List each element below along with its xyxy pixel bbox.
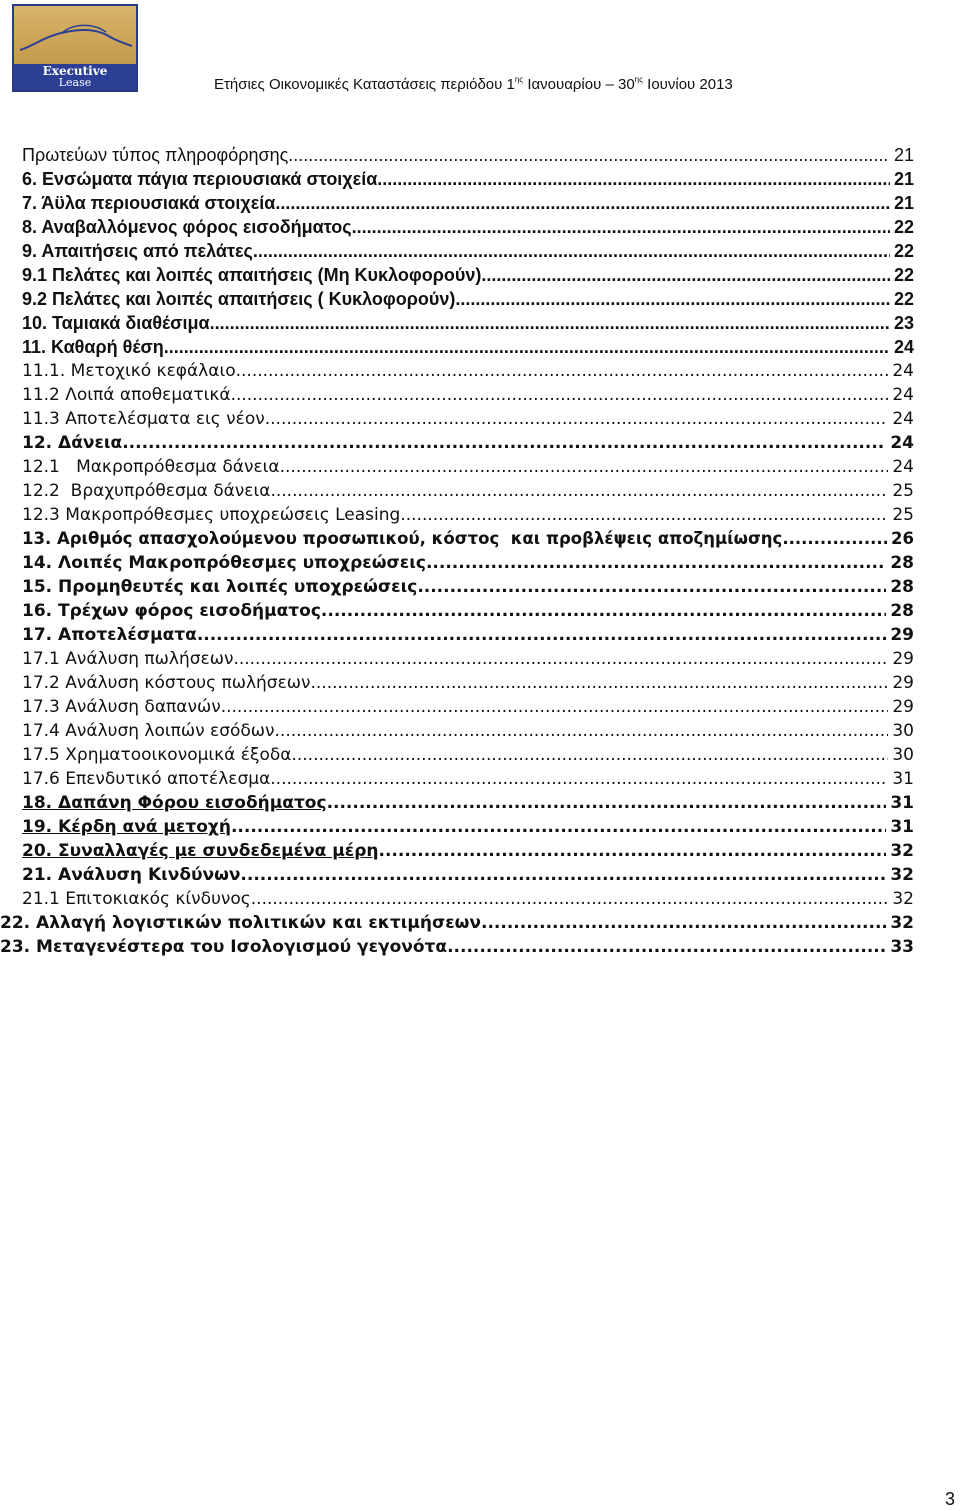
toc-entry-11-1[interactable] [22, 360, 914, 384]
toc-entry-9[interactable] [22, 240, 914, 264]
toc-leader-dots [782, 528, 887, 550]
toc-entry-page: 22 [893, 217, 914, 237]
toc-entry-page: 21 [893, 193, 914, 213]
toc-entry-page: 31 [892, 769, 914, 789]
toc-entry-title: 12. Δάνεια [22, 433, 123, 453]
toc-entry-page: 28 [890, 601, 914, 621]
toc-entry-page: 24 [892, 361, 914, 381]
toc-entry-page: 24 [893, 337, 914, 357]
toc-leader-dots [481, 912, 886, 934]
toc-entry-title: 8. Αναβαλλόμενος φόρος εισοδήματος [22, 217, 352, 237]
header-part1: Ετήσιες Οικονομικές Καταστάσεις περιόδου 1 [214, 76, 515, 93]
toc-entry-10[interactable] [22, 312, 914, 336]
toc-entry-title: 12.2 Βραχυπρόθεσμα δάνεια [22, 481, 271, 501]
toc-entry-title: 6. Ενσώματα πάγια περιουσιακά στοιχεία [22, 169, 378, 189]
toc-leader-dots [352, 216, 890, 238]
toc-entry-19[interactable] [22, 816, 914, 840]
toc-entry-page: 25 [892, 481, 914, 501]
toc-leader-dots [275, 192, 890, 214]
toc-entry-page: 33 [890, 937, 914, 957]
toc-leader-dots [233, 648, 888, 670]
toc-leader-dots [400, 504, 888, 526]
toc-entry-page: 22 [893, 265, 914, 285]
toc-leader-dots [311, 672, 889, 694]
company-logo [12, 4, 138, 92]
toc-entry-17-6[interactable] [22, 768, 914, 792]
toc-entry-8[interactable] [22, 216, 914, 240]
toc-leader-dots [197, 624, 887, 646]
toc-entry-7[interactable] [22, 192, 914, 216]
toc-entry-17-4[interactable] [22, 720, 914, 744]
toc-entry-title: 11.3 Αποτελέσματα εις νέον [22, 409, 265, 429]
header-sup2: ης [634, 75, 643, 84]
toc-leader-dots [221, 696, 889, 718]
toc-leader-dots [321, 600, 886, 622]
toc-entry-page: 28 [890, 553, 914, 573]
toc-entry-page: 32 [890, 841, 914, 861]
toc-entry-6[interactable] [22, 168, 914, 192]
toc-entry-title: 7. Άϋλα περιουσιακά στοιχεία [22, 193, 276, 213]
logo-car-graphic [14, 6, 136, 66]
car-silhouette-icon [14, 6, 136, 66]
toc-entry-title: 14. Λοιπές Μακροπρόθεσμες υποχρεώσεις [22, 553, 426, 573]
toc-leader-dots [417, 576, 886, 598]
toc-entry-page: 21 [893, 145, 914, 165]
toc-entry-12-1[interactable] [22, 456, 914, 480]
toc-entry-21-1[interactable] [22, 888, 914, 912]
toc-entry-title: 16. Τρέχων φόρος εισοδήματος [22, 601, 321, 621]
toc-entry-title: 17.2 Ανάλυση κόστους πωλήσεων [22, 673, 311, 693]
toc-entry-15[interactable] [22, 576, 914, 600]
toc-entry-page: 24 [892, 409, 914, 429]
toc-entry-title: 18. Δαπάνη Φόρου εισοδήματος [22, 793, 327, 813]
toc-entry-page: 31 [890, 793, 914, 813]
toc-entry-11-2[interactable] [22, 384, 914, 408]
page-number: 3 [945, 1489, 956, 1509]
document-header-title [214, 76, 733, 93]
toc-entry-title: 17.1 Ανάλυση πωλήσεων [22, 649, 234, 669]
toc-entry-9-1[interactable] [22, 264, 914, 288]
toc-entry-18[interactable] [22, 792, 914, 816]
toc-entry-title: 17.5 Χρηματοοικονομικά έξοδα [22, 745, 292, 765]
toc-entry-page: 25 [892, 505, 914, 525]
toc-leader-dots [164, 336, 890, 358]
toc-leader-dots [288, 144, 890, 166]
toc-entry-page: 24 [892, 385, 914, 405]
toc-entry-page: 23 [893, 313, 914, 333]
toc-entry-page: 22 [893, 289, 914, 309]
toc-entry-13[interactable] [22, 528, 914, 552]
toc-leader-dots [253, 240, 890, 262]
toc-entry-17-2[interactable] [22, 672, 914, 696]
toc-leader-dots [327, 792, 887, 814]
toc-leader-dots [236, 360, 889, 382]
toc-entry-23[interactable] [0, 936, 914, 960]
toc-entry-21[interactable] [22, 864, 914, 888]
toc-leader-dots [280, 456, 889, 478]
toc-entry-title: 23. Μεταγενέστερα του Ισολογισμού γεγονότα [0, 937, 448, 957]
toc-entry-11-3[interactable] [22, 408, 914, 432]
toc-entry-9-2[interactable] [22, 288, 914, 312]
logo-line1: Executive [42, 64, 108, 78]
toc-entry-11[interactable] [22, 336, 914, 360]
toc-leader-dots [231, 816, 886, 838]
toc-entry-title: 17. Αποτελέσματα [22, 625, 197, 645]
toc-entry-page: 32 [890, 913, 914, 933]
toc-entry-page: 26 [891, 529, 914, 548]
header-part3: Ιουνίου 2013 [642, 76, 733, 93]
toc-entry-title: 19. Κέρδη ανά μετοχή [22, 817, 231, 837]
toc-entry-title: 11.2 Λοιπά αποθεματικά [22, 385, 231, 405]
logo-line2: Lease [58, 76, 92, 89]
toc-entry-17[interactable] [22, 624, 914, 648]
toc-entry-title: 11.1. Μετοχικό κεφάλαιο [22, 361, 236, 381]
toc-leader-dots [455, 288, 890, 310]
toc-entry-page: 22 [893, 241, 914, 261]
toc-entry-12-2[interactable] [22, 480, 914, 504]
toc-leader-dots [251, 888, 889, 910]
toc-entry-title: 17.6 Επενδυτικό αποτέλεσμα [22, 769, 271, 789]
toc-entry-title: 9.1 Πελάτες και λοιπές απαιτήσεις (Μη Κυκλοφορούν) [22, 265, 482, 285]
logo-wordmark [14, 64, 136, 90]
toc-leader-dots [122, 432, 886, 454]
toc-entry-page: 21 [893, 169, 914, 189]
toc-entry-title: 9. Απαιτήσεις από πελάτες [22, 241, 253, 261]
toc-leader-dots [265, 408, 889, 430]
toc-entry-title: 12.3 Μακροπρόθεσμες υποχρεώσεις Leasing [22, 505, 401, 525]
toc-entry-page: 24 [892, 457, 914, 477]
toc-leader-dots [426, 552, 886, 574]
header-part2: Ιανουαρίου – 30 [523, 76, 635, 93]
toc-leader-dots [270, 480, 888, 502]
toc-entry-20[interactable] [22, 840, 914, 864]
toc-entry-title: 11. Καθαρή θέση [22, 337, 164, 357]
toc-entry-title: 12.1 Μακροπρόθεσμα δάνεια [22, 457, 280, 477]
toc-entry-page: 28 [890, 577, 914, 597]
toc-leader-dots [231, 384, 889, 406]
toc-entry-title: 17.4 Ανάλυση λοιπών εσόδων [22, 721, 275, 741]
toc-entry-page: 29 [892, 673, 914, 693]
toc-entry-title: 21. Ανάλυση Κινδύνων [22, 865, 241, 885]
toc-entry-22[interactable] [0, 912, 914, 936]
toc-entry-page: 31 [890, 817, 914, 837]
toc-entry-primary-segment[interactable] [22, 144, 914, 168]
toc-entry-title: 10. Ταμιακά διαθέσιμα [22, 313, 210, 333]
toc-entry-page: 29 [890, 625, 914, 645]
toc-leader-dots [210, 312, 890, 334]
toc-entry-page: 30 [892, 721, 914, 741]
toc-leader-dots [379, 840, 887, 862]
toc-entry-title: 13. Αριθμός απασχολούμενου προσωπικού, κόστος και προβλέψεις αποζημίωσης [22, 529, 783, 548]
toc-entry-title: 21.1 Επιτοκιακός κίνδυνος [22, 889, 251, 909]
toc-leader-dots [481, 264, 890, 286]
toc-entry-16[interactable] [22, 600, 914, 624]
toc-leader-dots [447, 936, 886, 958]
toc-entry-page: 32 [890, 865, 914, 885]
toc-entry-17-3[interactable] [22, 696, 914, 720]
toc-entry-17-5[interactable] [22, 744, 914, 768]
toc-entry-page: 29 [892, 649, 914, 669]
toc-leader-dots [240, 864, 886, 886]
toc-entry-title: 9.2 Πελάτες και λοιπές απαιτήσεις ( Κυκλοφορούν) [22, 289, 456, 309]
toc-entry-12[interactable] [22, 432, 914, 456]
toc-leader-dots [377, 168, 890, 190]
toc-entry-title: 15. Προμηθευτές και λοιπές υποχρεώσεις [22, 577, 418, 597]
toc-leader-dots [291, 744, 888, 766]
header-sup1: ης [514, 75, 524, 84]
toc-entry-page: 29 [892, 697, 914, 717]
toc-entry-page: 32 [892, 889, 914, 909]
toc-leader-dots [270, 768, 888, 790]
toc-entry-title: 22. Αλλαγή λογιστικών πολιτικών και εκτιμήσεων [0, 913, 482, 933]
toc-leader-dots [275, 720, 889, 742]
toc-entry-title: 20. Συναλλαγές με συνδεδεμένα μέρη [22, 841, 379, 861]
toc-entry-page: 24 [890, 433, 914, 453]
toc-entry-14[interactable] [22, 552, 914, 576]
toc-entry-12-3[interactable] [22, 504, 914, 528]
toc-entry-title: Πρωτεύων τύπος πληροφόρησης [22, 145, 289, 165]
toc-entry-page: 30 [892, 745, 914, 765]
toc-entry-17-1[interactable] [22, 648, 914, 672]
toc-entry-title: 17.3 Ανάλυση δαπανών [22, 697, 221, 717]
